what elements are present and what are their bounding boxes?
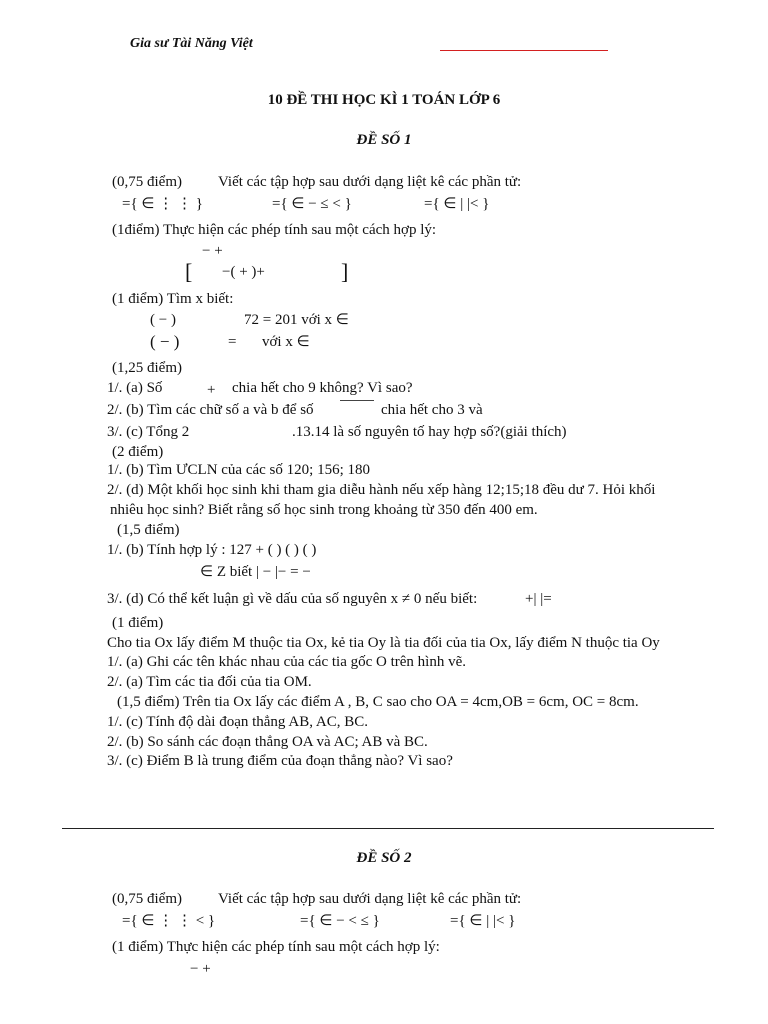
- q6-part3-b: +| |=: [525, 591, 552, 607]
- exam2-q2-text: (1 điểm) Thực hiện các phép tính sau một cách hợp lý:: [112, 939, 440, 955]
- q1-score: (0,75 điểm): [112, 174, 182, 190]
- q1-set-c: ={ ∈ | |< }: [424, 196, 490, 212]
- q2-expression-top: − +: [202, 243, 223, 259]
- q4-part1-c: chia hết cho 9 không? Vì sao?: [232, 380, 413, 396]
- q3-equation-b-left: ( − ): [150, 332, 180, 351]
- exam2-q1-text: Viết các tập hợp sau dưới dạng liệt kê các phần tử:: [218, 891, 522, 907]
- q1-text: Viết các tập hợp sau dưới dạng liệt kê các phần tử:: [218, 174, 522, 190]
- q7-part1: 1/. (a) Ghi các tên khác nhau của các tia gốc O trên hình vẽ.: [107, 654, 467, 670]
- header-divider: [440, 50, 608, 51]
- q5-part1: 1/. (b) Tìm ƯCLN của các số 120; 156; 180: [107, 462, 370, 478]
- q4-part2-c: chia hết cho 3 và: [381, 402, 483, 418]
- q4-part2-overline: [340, 400, 374, 401]
- q5-part2-line1: 2/. (d) Một khối học sinh khi tham gia diễu hành nếu xếp hàng 12;15;18 đều dư 7. Hỏi khối: [107, 482, 656, 498]
- q8-part1: 1/. (c) Tính độ dài đoạn thẳng AB, AC, BC.: [107, 714, 368, 730]
- q4-part2-a: 2/. (b) Tìm các chữ số a và b để số: [107, 402, 314, 418]
- q2-text: (1điểm) Thực hiện các phép tính sau một cách hợp lý:: [112, 222, 437, 238]
- q2-bracket-right: ]: [341, 259, 349, 284]
- q6-part2: ∈ Z biết | − |− = −: [200, 564, 311, 580]
- organization-name: Gia sư Tài Năng Việt: [130, 36, 253, 51]
- document-title: 10 ĐỀ THI HỌC KÌ 1 TOÁN LỚP 6: [267, 92, 501, 108]
- q4-part3-a: 3/. (c) Tổng 2: [107, 424, 190, 440]
- exam2-q2-expression-top: − +: [190, 961, 211, 977]
- q3-equation-a-left: ( − ): [150, 312, 176, 328]
- q3-text: (1 điểm) Tìm x biết:: [112, 291, 234, 307]
- q5-part2-line2: nhiêu học sinh? Biết rằng số học sinh trong khoảng từ 350 đến 400 em.: [110, 502, 538, 518]
- q6-score: (1,5 điểm): [117, 522, 180, 538]
- exam2-q1-set-b: ={ ∈ − < ≤ }: [300, 913, 380, 929]
- q8-part2: 2/. (b) So sánh các đoạn thẳng OA và AC; AB và BC.: [107, 734, 428, 750]
- q1-set-a: ={ ∈ ⋮ ⋮ }: [122, 196, 203, 212]
- q6-part1: 1/. (b) Tính hợp lý : 127 + ( ) ( ) ( ): [107, 542, 317, 558]
- q6-part3-a: 3/. (d) Có thể kết luận gì về dấu của số nguyên x ≠ 0 nếu biết:: [107, 591, 478, 607]
- q5-score: (2 điểm): [112, 444, 164, 460]
- q4-part1-a: 1/. (a) Số: [107, 380, 163, 396]
- q1-set-b: ={ ∈ − ≤ < }: [272, 196, 352, 212]
- exam-separator: [62, 828, 714, 829]
- q4-part3-b: .13.14 là số nguyên tố hay hợp số?(giải thích): [292, 424, 567, 440]
- q2-expression: −( + )+: [222, 264, 265, 280]
- q4-part1-plus: +: [207, 382, 216, 398]
- exam2-q1-score: (0,75 điểm): [112, 891, 182, 907]
- exam2-q1-set-a: ={ ∈ ⋮ ⋮ < }: [122, 913, 216, 929]
- q7-part2: 2/. (a) Tìm các tia đối của tia OM.: [107, 674, 312, 690]
- q7-text: Cho tia Ox lấy điểm M thuộc tia Ox, kẻ tia Oy là tia đối của tia Ox, lấy điểm N thuộc tia Oy: [107, 635, 660, 651]
- q3-equation-b-equals: =: [228, 334, 237, 350]
- exam-1-title: ĐỀ SỐ 1: [356, 132, 412, 148]
- q8-part3: 3/. (c) Điểm B là trung điểm của đoạn thẳng nào? Vì sao?: [107, 753, 453, 769]
- exam2-q1-set-c: ={ ∈ | |< }: [450, 913, 516, 929]
- exam-2-title: ĐỀ SỐ 2: [356, 850, 412, 866]
- q3-equation-a-right: 72 = 201 với x ∈: [244, 312, 349, 328]
- q4-score: (1,25 điểm): [112, 360, 182, 376]
- q8-text: (1,5 điểm) Trên tia Ox lấy các điểm A , B, C sao cho OA = 4cm,OB = 6cm, OC = 8cm.: [117, 694, 639, 710]
- q7-score: (1 điểm): [112, 615, 164, 631]
- q3-equation-b-right: với x ∈: [262, 334, 310, 350]
- q2-bracket-left: [: [185, 259, 193, 284]
